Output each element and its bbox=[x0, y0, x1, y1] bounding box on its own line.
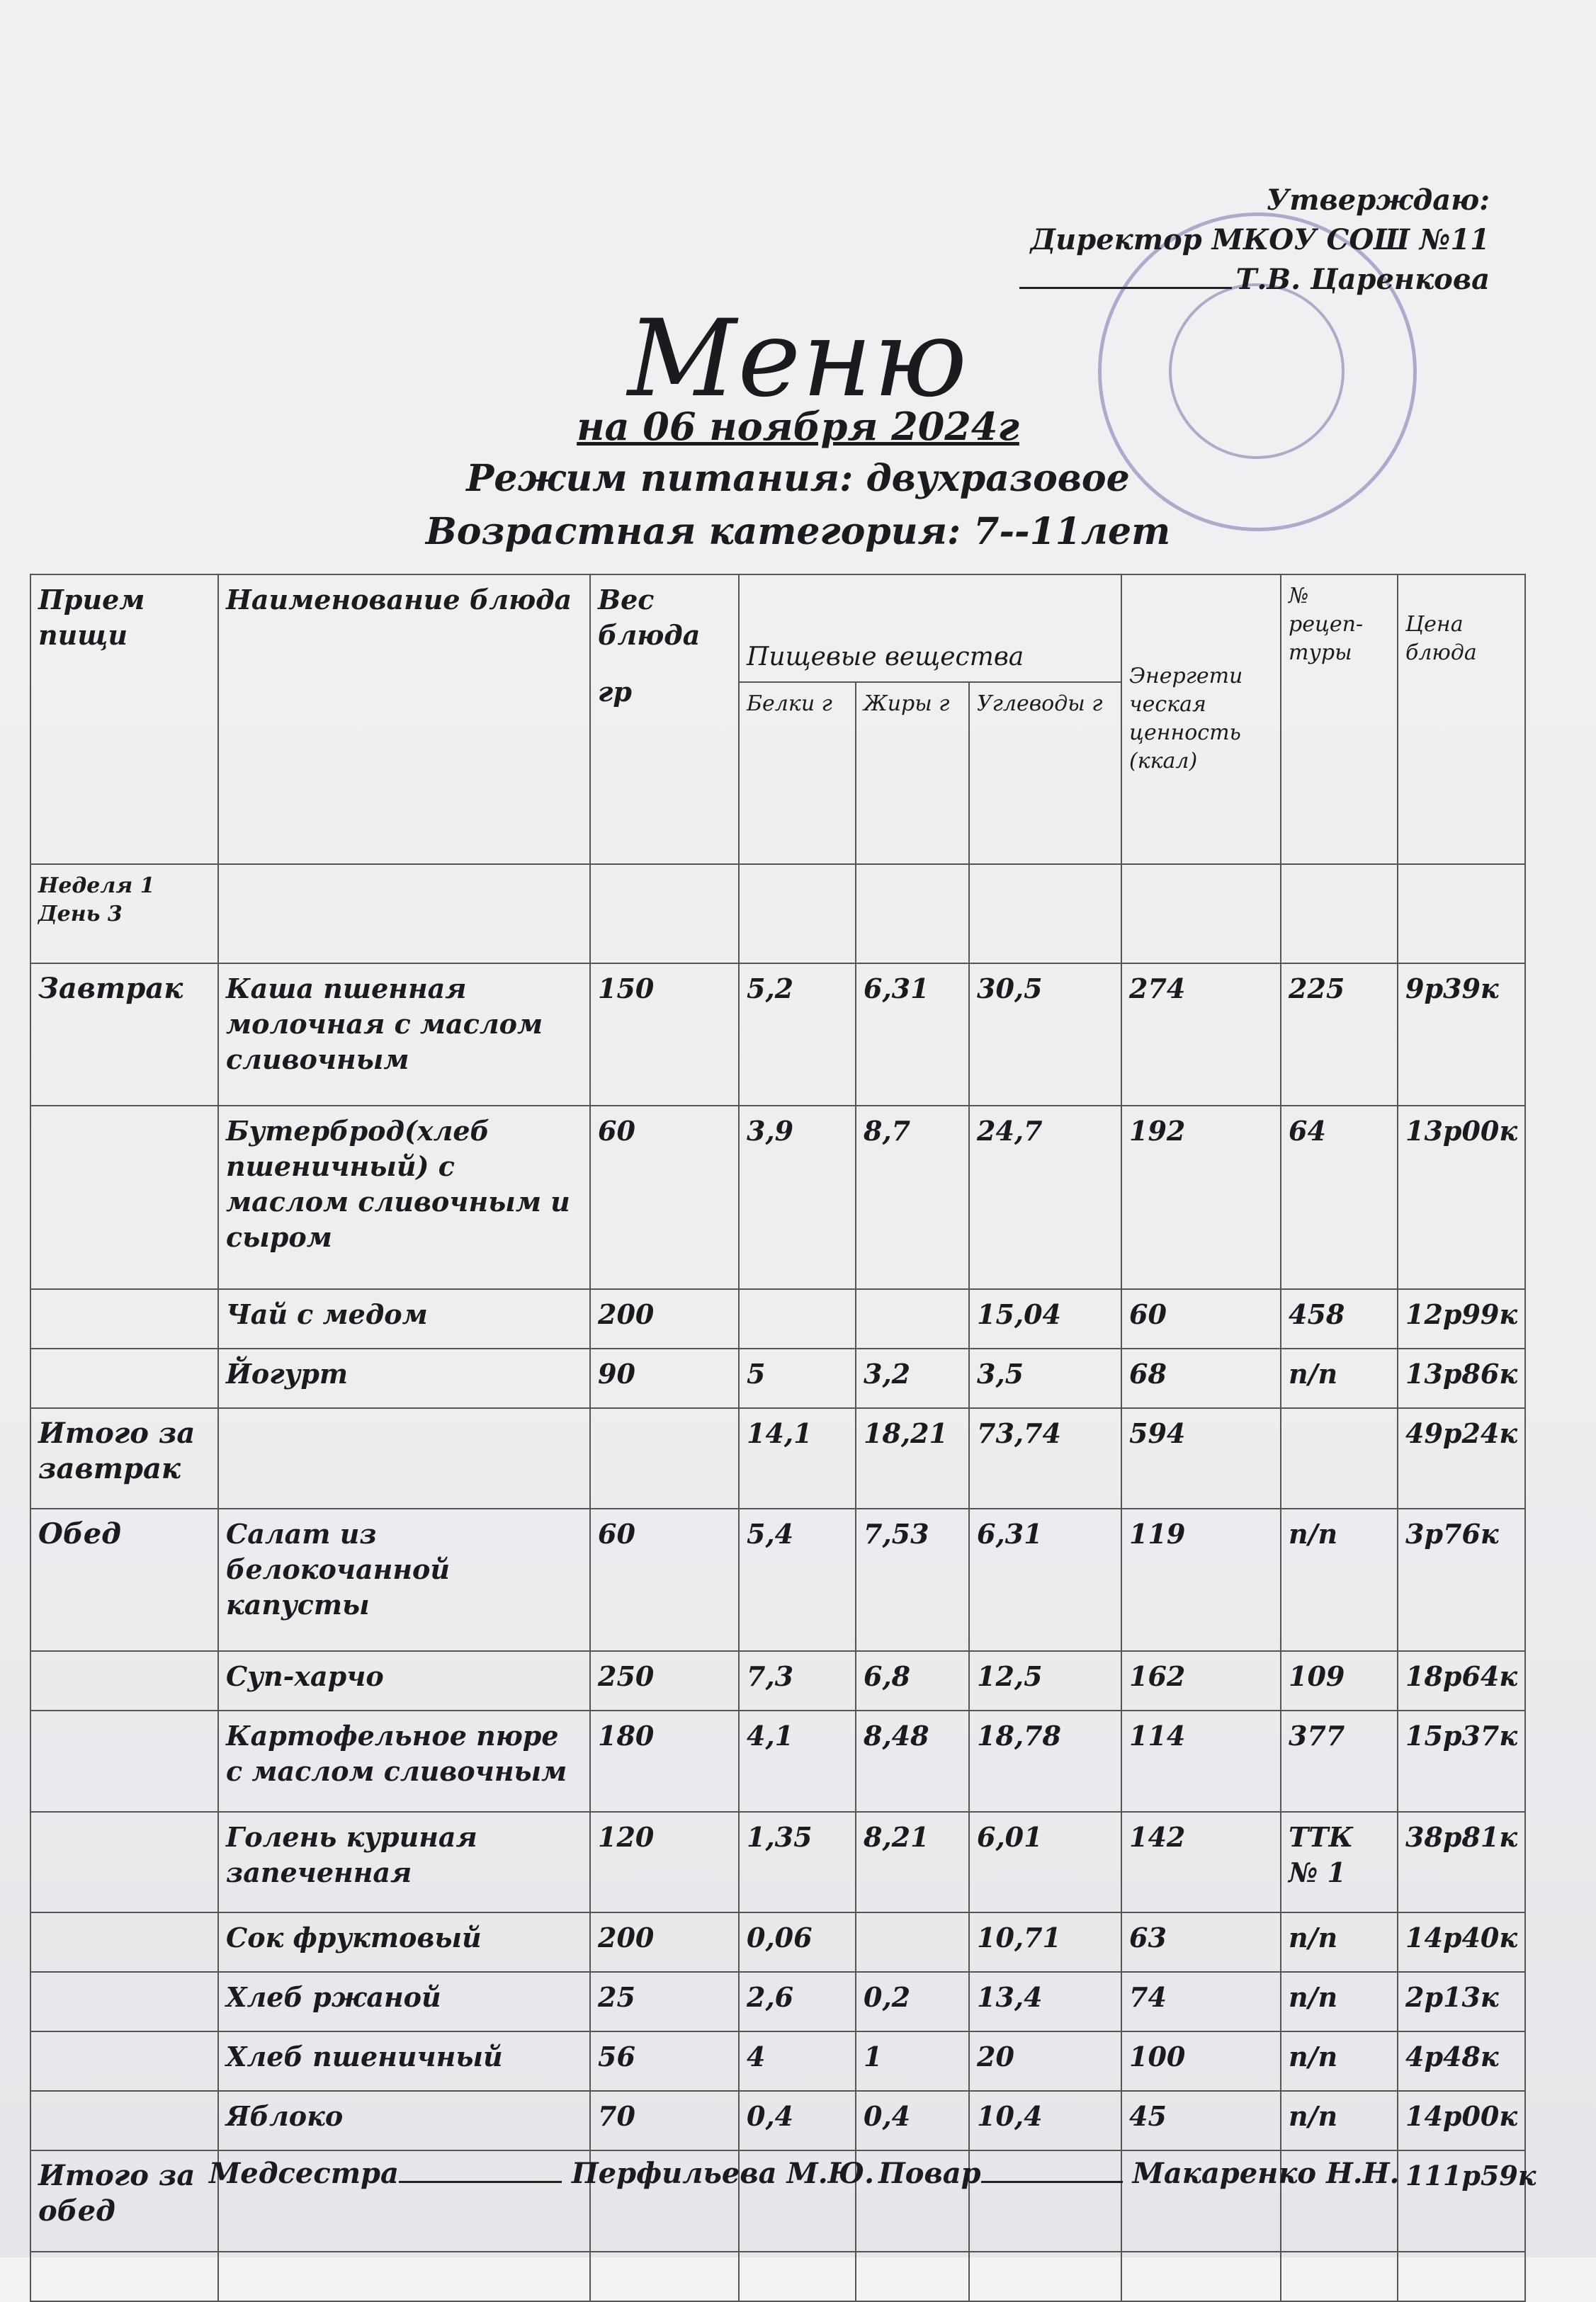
cell-weight: 250 bbox=[590, 1651, 739, 1711]
cell-weight: 120 bbox=[590, 1812, 739, 1912]
meal-regime: Режим питания: двухразовое bbox=[466, 457, 1130, 500]
header-fat: Жиры г bbox=[856, 682, 969, 864]
cell-meal bbox=[30, 1812, 218, 1912]
cell-carbs: 73,74 bbox=[969, 1408, 1121, 1509]
cell-energy: 594 bbox=[1121, 1408, 1281, 1509]
cell-protein bbox=[739, 1289, 856, 1349]
cell-recipe: п/п bbox=[1281, 2091, 1398, 2150]
cell-fat: 0,4 bbox=[856, 2091, 969, 2150]
table-row bbox=[30, 1289, 1525, 1349]
cell-energy: 74 bbox=[1121, 1972, 1281, 2031]
header-row bbox=[30, 574, 1525, 682]
cell-dish: Сок фруктовый bbox=[218, 1912, 590, 1972]
cell-fat bbox=[856, 2252, 969, 2301]
nurse-signature-line bbox=[399, 2181, 562, 2183]
cell-protein: 7,3 bbox=[739, 1651, 856, 1711]
table-row bbox=[30, 1812, 1525, 1912]
cell-energy: 192 bbox=[1121, 1106, 1281, 1289]
menu-table bbox=[30, 574, 1536, 2302]
cell-protein: 14,1 bbox=[739, 1408, 856, 1509]
cell-energy: 119 bbox=[1121, 1509, 1281, 1651]
cell-protein: 0,06 bbox=[739, 1912, 856, 1972]
table-row bbox=[30, 2252, 1525, 2301]
cell-fat: 8,7 bbox=[856, 1106, 969, 1289]
cell-dish: Каша пшенная молочная с маслом сливочным bbox=[218, 963, 590, 1106]
cell-dish: Картофельное пюре с маслом сливочным bbox=[218, 1711, 590, 1811]
header-price: Цена блюда bbox=[1398, 574, 1525, 864]
cell-carbs: 3,5 bbox=[969, 1349, 1121, 1408]
cell-energy bbox=[1121, 2252, 1281, 2301]
cell-fat: 0,2 bbox=[856, 1972, 969, 2031]
cell-recipe bbox=[1281, 2252, 1398, 2301]
cell-dish: Суп-харчо bbox=[218, 1651, 590, 1711]
cook-label: Повар bbox=[878, 2157, 981, 2190]
cell-meal bbox=[30, 1711, 218, 1811]
cook-signature-line bbox=[981, 2181, 1123, 2183]
cell-price: 2р13к bbox=[1398, 1972, 1525, 2031]
cell-dish: Голень куриная запеченная bbox=[218, 1812, 590, 1912]
cell-meal bbox=[30, 1651, 218, 1711]
header-recipe: № рецеп- туры bbox=[1281, 574, 1398, 864]
cell-price: 15р37к bbox=[1398, 1711, 1525, 1811]
table-row bbox=[30, 1349, 1525, 1408]
header-protein: Белки г bbox=[739, 682, 856, 864]
cell-weight: 200 bbox=[590, 1912, 739, 1972]
cell-protein: 2,6 bbox=[739, 1972, 856, 2031]
cell-price: 14р40к bbox=[1398, 1912, 1525, 1972]
cell-energy: 100 bbox=[1121, 2031, 1281, 2091]
cell-energy: 60 bbox=[1121, 1289, 1281, 1349]
cell-fat: 8,48 bbox=[856, 1711, 969, 1811]
week-day: Неделя 1 День 3 bbox=[30, 864, 218, 963]
cell-protein: 4,1 bbox=[739, 1711, 856, 1811]
cell-energy: 162 bbox=[1121, 1651, 1281, 1711]
table-row bbox=[30, 1972, 1525, 2031]
cell-protein: 5 bbox=[739, 1349, 856, 1408]
cell-dish bbox=[218, 1408, 590, 1509]
cell-protein: 4 bbox=[739, 2031, 856, 2091]
director-name: Т.В. Царенкова bbox=[1235, 263, 1490, 296]
cell-fat bbox=[856, 1912, 969, 1972]
cell-meal bbox=[30, 1972, 218, 2031]
cell-carbs: 12,5 bbox=[969, 1651, 1121, 1711]
cell-recipe: 377 bbox=[1281, 1711, 1398, 1811]
table-row bbox=[30, 1408, 1525, 1509]
cell-fat bbox=[856, 1289, 969, 1349]
cell-protein: 5,2 bbox=[739, 963, 856, 1106]
cell-dish: Йогурт bbox=[218, 1349, 590, 1408]
cell-meal: Завтрак bbox=[30, 963, 218, 1106]
cell-dish: Бутерброд(хлеб пшеничный) с маслом сливочным и сыром bbox=[218, 1106, 590, 1289]
approval-block bbox=[1019, 181, 1490, 300]
cook-signature bbox=[878, 2157, 1399, 2190]
cell-price: 38р81к bbox=[1398, 1812, 1525, 1912]
cell-energy: 68 bbox=[1121, 1349, 1281, 1408]
cell-carbs: 13,4 bbox=[969, 1972, 1121, 2031]
table-row bbox=[30, 963, 1525, 1106]
cell-carbs: 20 bbox=[969, 2031, 1121, 2091]
cell-carbs: 10,71 bbox=[969, 1912, 1121, 1972]
nurse-name: Перфильева М.Ю. bbox=[571, 2157, 875, 2190]
cell-energy: 114 bbox=[1121, 1711, 1281, 1811]
table-row bbox=[30, 1711, 1525, 1811]
cell-price: 13р00к bbox=[1398, 1106, 1525, 1289]
nurse-label: Медсестра bbox=[209, 2157, 399, 2190]
cell-energy: 142 bbox=[1121, 1812, 1281, 1912]
cell-fat: 8,21 bbox=[856, 1812, 969, 1912]
cell-recipe: п/п bbox=[1281, 1349, 1398, 1408]
table-row bbox=[30, 2091, 1525, 2150]
table-row bbox=[30, 1509, 1525, 1651]
cell-fat: 18,21 bbox=[856, 1408, 969, 1509]
cell-price: 3р76к bbox=[1398, 1509, 1525, 1651]
cell-price: 18р64к bbox=[1398, 1651, 1525, 1711]
header-carbs: Углеводы г bbox=[969, 682, 1121, 864]
cell-meal bbox=[30, 2091, 218, 2150]
cell-carbs: 15,04 bbox=[969, 1289, 1121, 1349]
table-row bbox=[30, 1651, 1525, 1711]
approval-line-1: Утверждаю: bbox=[1266, 183, 1490, 217]
page-title: Меню bbox=[627, 297, 969, 421]
cell-recipe: 225 bbox=[1281, 963, 1398, 1106]
cook-name: Макаренко Н.Н. bbox=[1132, 2157, 1400, 2190]
cell-carbs: 6,01 bbox=[969, 1812, 1121, 1912]
cell-weight: 90 bbox=[590, 1349, 739, 1408]
cell-recipe: п/п bbox=[1281, 2031, 1398, 2091]
cell-weight: 60 bbox=[590, 1106, 739, 1289]
cell-price: 4р48к bbox=[1398, 2031, 1525, 2091]
cell-protein: 5,4 bbox=[739, 1509, 856, 1651]
cell-recipe: 109 bbox=[1281, 1651, 1398, 1711]
cell-price bbox=[1398, 2252, 1525, 2301]
nurse-signature bbox=[209, 2157, 874, 2190]
cell-fat: 3,2 bbox=[856, 1349, 969, 1408]
cell-fat: 7,53 bbox=[856, 1509, 969, 1651]
table-row bbox=[30, 1912, 1525, 1972]
cell-weight: 180 bbox=[590, 1711, 739, 1811]
cell-carbs: 10,4 bbox=[969, 2091, 1121, 2150]
cell-carbs: 18,78 bbox=[969, 1711, 1121, 1811]
cell-dish: Хлеб ржаной bbox=[218, 1972, 590, 2031]
cell-weight bbox=[590, 2252, 739, 2301]
cell-carbs: 24,7 bbox=[969, 1106, 1121, 1289]
cell-meal: Обед bbox=[30, 1509, 218, 1651]
cell-weight: 56 bbox=[590, 2031, 739, 2091]
cell-meal bbox=[30, 2252, 218, 2301]
header-meal: Прием пищи bbox=[30, 574, 218, 864]
cell-weight: 70 bbox=[590, 2091, 739, 2150]
approval-line-3 bbox=[1019, 260, 1490, 300]
cell-dish: Чай с медом bbox=[218, 1289, 590, 1349]
cell-energy: 45 bbox=[1121, 2091, 1281, 2150]
cell-meal bbox=[30, 1106, 218, 1289]
header-dish: Наименование блюда bbox=[218, 574, 590, 864]
cell-weight: 150 bbox=[590, 963, 739, 1106]
cell-protein: 0,4 bbox=[739, 2091, 856, 2150]
cell-price: 14р00к bbox=[1398, 2091, 1525, 2150]
cell-recipe bbox=[1281, 1408, 1398, 1509]
cell-recipe: ТТК № 1 bbox=[1281, 1812, 1398, 1912]
cell-meal bbox=[30, 1349, 218, 1408]
cell-meal: Итого за обед bbox=[30, 2150, 218, 2251]
cell-carbs: 30,5 bbox=[969, 963, 1121, 1106]
header-energy: Энергети ческая ценность (ккал) bbox=[1121, 574, 1281, 864]
cell-price: 111р59к bbox=[1398, 2150, 1525, 2251]
cell-weight: 60 bbox=[590, 1509, 739, 1651]
cell-protein: 1,35 bbox=[739, 1812, 856, 1912]
director-signature-line bbox=[1019, 287, 1232, 289]
cell-price: 9р39к bbox=[1398, 963, 1525, 1106]
cell-meal bbox=[30, 1912, 218, 1972]
table-row bbox=[30, 2031, 1525, 2091]
cell-protein bbox=[739, 2252, 856, 2301]
cell-meal: Итого за завтрак bbox=[30, 1408, 218, 1509]
cell-weight: 200 bbox=[590, 1289, 739, 1349]
approval-line-2: Директор МКОУ СОШ №11 bbox=[1030, 223, 1490, 256]
cell-protein: 3,9 bbox=[739, 1106, 856, 1289]
cell-price: 49р24к bbox=[1398, 1408, 1525, 1509]
cell-recipe: п/п bbox=[1281, 1912, 1398, 1972]
cell-weight bbox=[590, 1408, 739, 1509]
cell-dish: Салат из белокочанной капусты bbox=[218, 1509, 590, 1651]
cell-meal bbox=[30, 2031, 218, 2091]
header-nutrients: Пищевые вещества bbox=[739, 574, 1121, 682]
cell-weight: 25 bbox=[590, 1972, 739, 2031]
cell-recipe: 458 bbox=[1281, 1289, 1398, 1349]
cell-meal bbox=[30, 1289, 218, 1349]
cell-recipe: 64 bbox=[1281, 1106, 1398, 1289]
menu-date: на 06 ноября 2024г bbox=[577, 404, 1019, 449]
cell-dish: Яблоко bbox=[218, 2091, 590, 2150]
cell-dish: Хлеб пшеничный bbox=[218, 2031, 590, 2091]
cell-energy: 63 bbox=[1121, 1912, 1281, 1972]
cell-energy: 274 bbox=[1121, 963, 1281, 1106]
cell-carbs bbox=[969, 2252, 1121, 2301]
age-category: Возрастная категория: 7--11лет bbox=[425, 510, 1171, 553]
cell-dish bbox=[218, 2252, 590, 2301]
cell-fat: 6,31 bbox=[856, 963, 969, 1106]
cell-fat: 1 bbox=[856, 2031, 969, 2091]
week-row bbox=[30, 864, 1525, 963]
cell-price: 12р99к bbox=[1398, 1289, 1525, 1349]
cell-price: 13р86к bbox=[1398, 1349, 1525, 1408]
cell-fat: 6,8 bbox=[856, 1651, 969, 1711]
cell-recipe: п/п bbox=[1281, 1509, 1398, 1651]
cell-recipe: п/п bbox=[1281, 1972, 1398, 2031]
table-row bbox=[30, 1106, 1525, 1289]
cell-carbs: 6,31 bbox=[969, 1509, 1121, 1651]
header-weight: Вес блюда гр bbox=[590, 574, 739, 864]
